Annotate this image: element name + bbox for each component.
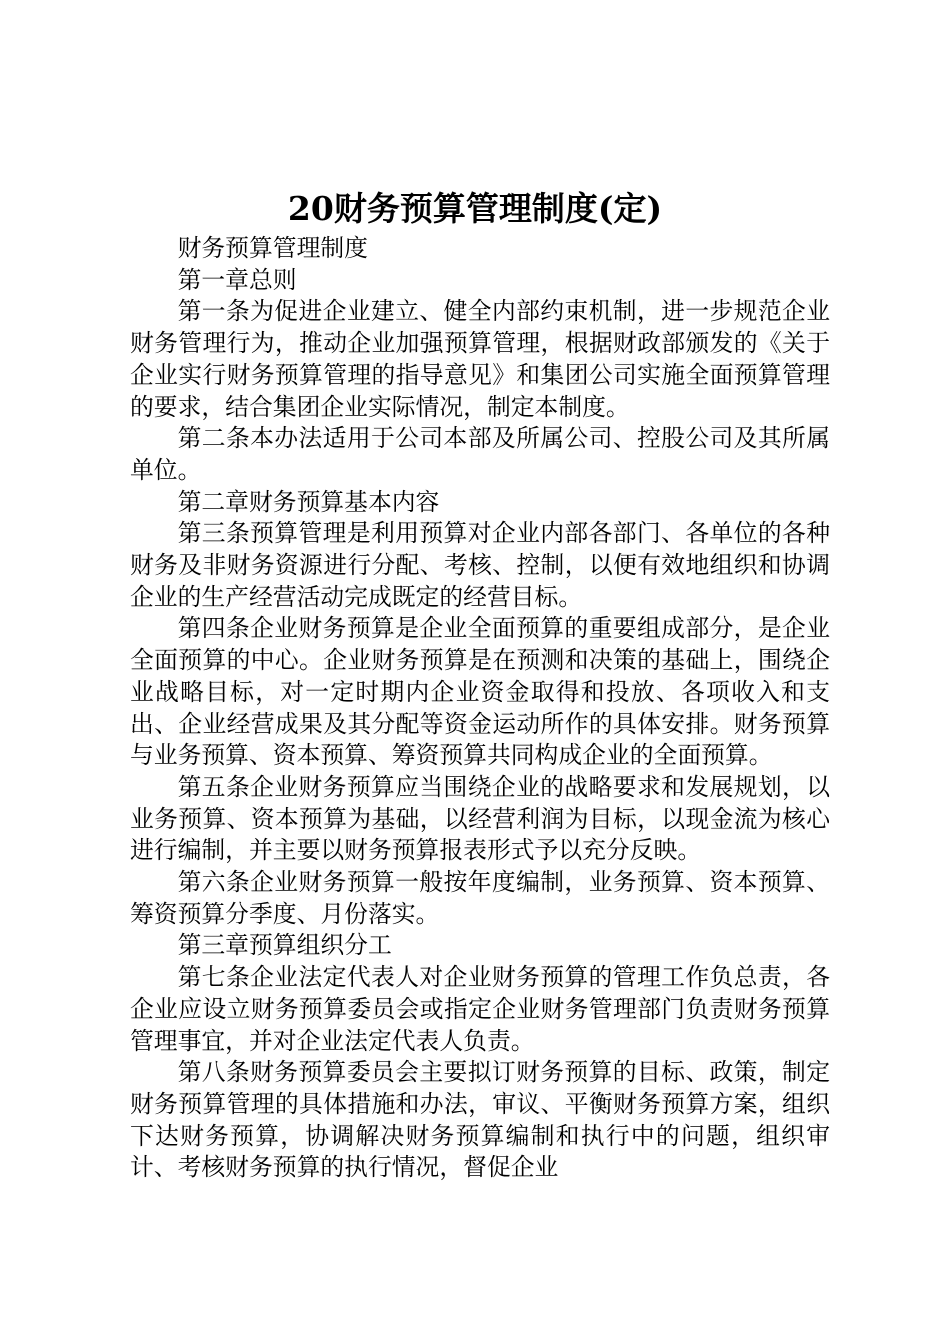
chapter-heading-3: 第三章预算组织分工: [177, 931, 392, 960]
article-6: 第六条企业财务预算一般按年度编制，业务预算、资本预算、筹资预算分季度、月份落实。: [130, 868, 830, 928]
article-3: 第三条预算管理是利用预算对企业内部各部门、各单位的各种财务及非财务资源进行分配、考核、控制，以便有效地组织和协调企业的生产经营活动完成既定的经营目标。: [130, 519, 830, 611]
document-body: [130, 233, 830, 1184]
article-5: 第五条企业财务预算应当围绕企业的战略要求和发展规划，以业务预算、资本预算为基础，以经营利润为目标，以现金流为核心进行编制，并主要以财务预算报表形式予以充分反映。: [130, 772, 830, 865]
article-4: 第四条企业财务预算是企业全面预算的重要组成部分，是企业全面预算的中心。企业财务预算是在预测和决策的基础上，围绕企业战略目标，对一定时期内企业资金取得和投放、各项收入和支出、企业经营成果及其分配等资金运动所作的具体安排。财务预算与业务预算、资本预算、筹资预算共同构成企业的全面预算。: [130, 614, 830, 770]
article-2: 第二条本办法适用于公司本部及所属公司、控股公司及其所属单位。: [130, 424, 830, 484]
document-title: 20财务预算管理制度(定): [287, 189, 663, 228]
chapter-heading-1: 第一章总则: [177, 265, 297, 294]
article-1: 第一条为促进企业建立、健全内部约束机制，进一步规范企业财务管理行为，推动企业加强预算管理，根据财政部颁发的《关于企业实行财务预算管理的指导意见》和集团公司实施全面预算管理的要求，结合集团企业实际情况，制定本制度。: [130, 297, 830, 421]
paragraph-subtitle: 财务预算管理制度: [177, 234, 368, 262]
article-8: 第八条财务预算委员会主要拟订财务预算的目标、政策，制定财务预算管理的具体措施和办法，审议、平衡财务预算方案，组织下达财务预算，协调解决财务预算编制和执行中的问题，组织审计、考核财务预算的执行情况，督促企业: [130, 1058, 830, 1182]
chapter-heading-2: 第二章财务预算基本内容: [177, 487, 440, 516]
article-7: 第七条企业法定代表人对企业财务预算的管理工作负总责，各企业应设立财务预算委员会或指定企业财务管理部门负责财务预算管理事宜，并对企业法定代表人负责。: [130, 963, 830, 1055]
